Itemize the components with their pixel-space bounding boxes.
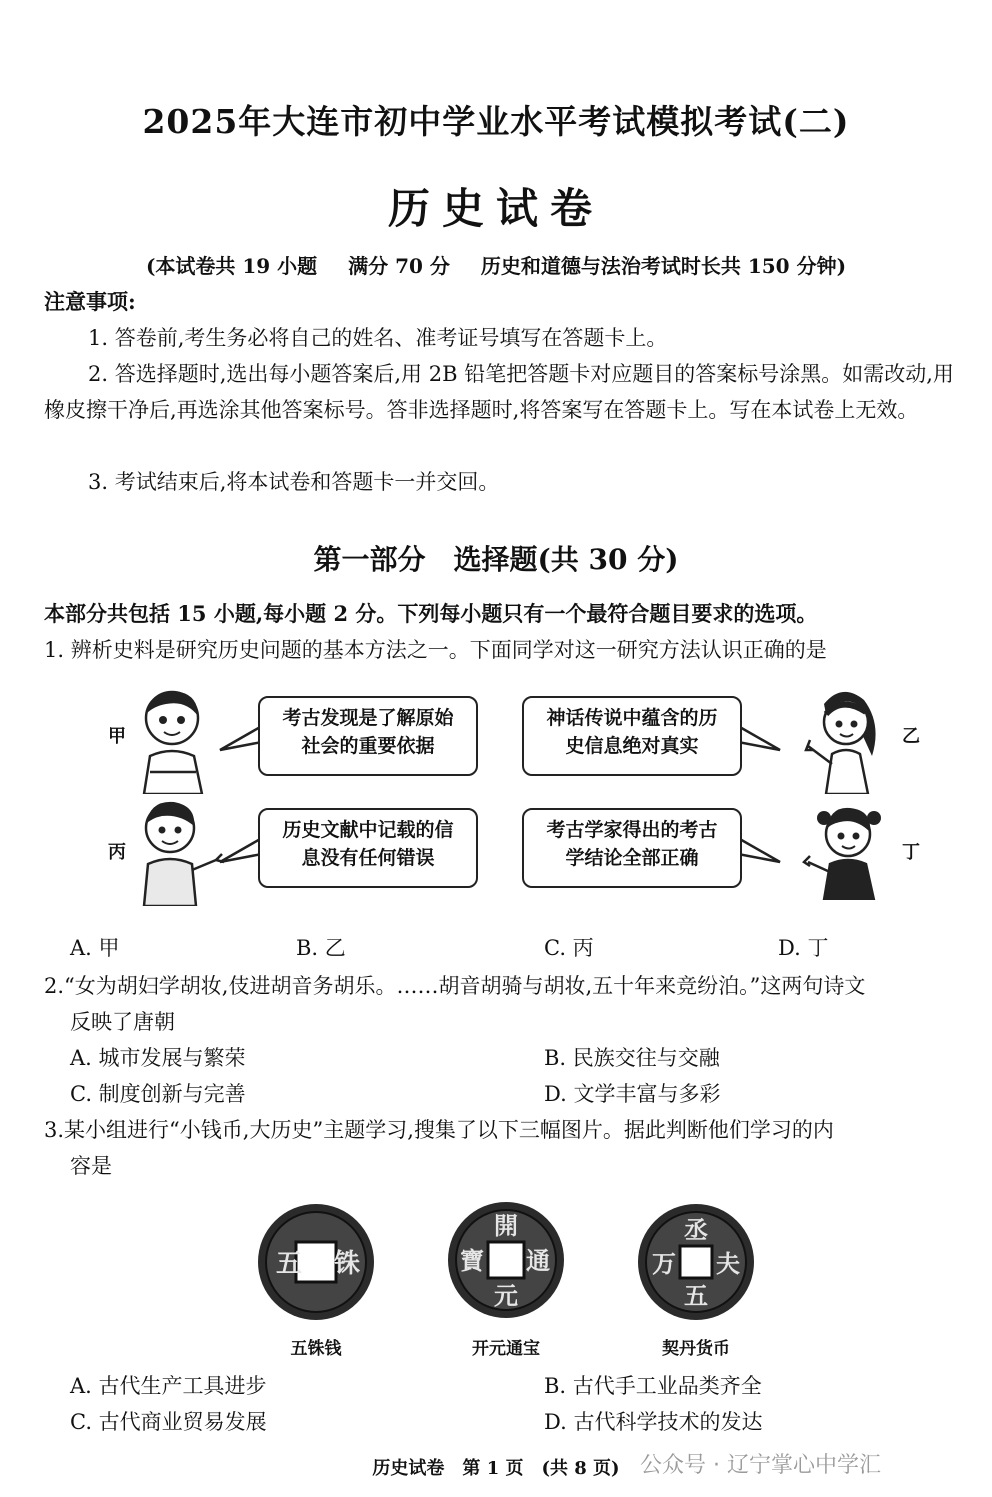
student-jia-figure bbox=[136, 686, 210, 794]
coin-kaiyuan-image bbox=[444, 1198, 568, 1322]
coin-caption-kaiyuan: 开元通宝 bbox=[472, 1339, 540, 1359]
question-1-stem: 1. 辨析史料是研究历史问题的基本方法之一。下面同学对这一研究方法认识正确的是 bbox=[44, 638, 827, 662]
exam-title: 2025年大连市初中学业水平考试模拟考试(二) bbox=[142, 102, 850, 141]
q2-option-d[interactable]: D. 文学丰富与多彩 bbox=[544, 1082, 721, 1106]
exam-info bbox=[0, 250, 992, 279]
speech-bubble-bing: 历史文献中记载的信息没有任何错误 bbox=[258, 808, 478, 888]
coin-kaiyuan-char-left: 寶 bbox=[460, 1246, 484, 1275]
speech-bubble-ding: 考古学家得出的考古学结论全部正确 bbox=[522, 808, 742, 888]
student-yi-figure bbox=[802, 684, 892, 794]
exam-info-duration: 历史和道德与法治考试时长共 150 分钟) bbox=[480, 254, 847, 278]
q2-option-a[interactable]: A. 城市发展与繁荣 bbox=[70, 1046, 246, 1070]
section-title: 第一部分 选择题(共 30 分) bbox=[313, 543, 679, 576]
question-3-stem-line1: 某小组进行“小钱币,大历史”主题学习,搜集了以下三幅图片。据此判断他们学习的内 bbox=[64, 1118, 834, 1142]
wechat-watermark: 公众号 · 辽宁掌心中学汇 bbox=[640, 1453, 881, 1478]
note-item-3: 3. 考试结束后,将本试卷和答题卡一并交回。 bbox=[88, 470, 500, 494]
coin-wuzhu-char-2: 铢 bbox=[334, 1249, 361, 1279]
q3-option-c[interactable]: C. 古代商业贸易发展 bbox=[70, 1410, 267, 1434]
coin-qidan-char-top: 丞 bbox=[684, 1215, 708, 1244]
q1-option-c[interactable]: C. 丙 bbox=[544, 936, 594, 960]
question-3-stem-line2: 容是 bbox=[70, 1154, 112, 1178]
bubble-tail-ding bbox=[736, 832, 782, 872]
coin-qidan-char-left: 万 bbox=[652, 1249, 676, 1278]
student-ding-figure bbox=[800, 800, 892, 900]
exam-info-score: 满分 70 分 bbox=[348, 254, 450, 278]
q3-option-b[interactable]: B. 古代手工业品类齐全 bbox=[544, 1374, 762, 1398]
q3-option-a[interactable]: A. 古代生产工具进步 bbox=[70, 1374, 267, 1398]
note-item-1: 1. 答卷前,考生务必将自己的姓名、准考证号填写在答题卡上。 bbox=[88, 326, 668, 350]
page-footer: 历史试卷 第 1 页 (共 8 页) bbox=[372, 1458, 620, 1479]
paper-subtitle: 历史试卷 bbox=[387, 184, 604, 233]
coin-caption-wuzhu: 五铢钱 bbox=[290, 1339, 342, 1359]
speech-bubble-yi: 神话传说中蕴含的历史信息绝对真实 bbox=[522, 696, 742, 776]
q1-option-d[interactable]: D. 丁 bbox=[778, 936, 829, 960]
q1-option-b[interactable]: B. 乙 bbox=[296, 936, 346, 960]
coin-qidan-image bbox=[634, 1200, 758, 1324]
speech-bubble-jia: 考古发现是了解原始社会的重要依据 bbox=[258, 696, 478, 776]
coin-kaiyuan-char-top: 開 bbox=[494, 1211, 518, 1240]
bubble-tail-yi bbox=[736, 720, 782, 760]
q2-option-c[interactable]: C. 制度创新与完善 bbox=[70, 1082, 246, 1106]
question-2 bbox=[44, 968, 956, 1040]
question-3-number: 3. bbox=[44, 1118, 65, 1142]
coin-kaiyuan-char-right: 通 bbox=[526, 1246, 550, 1275]
question-2-stem-line1: “女为胡妇学胡妆,伎进胡音务胡乐。……胡音胡骑与胡妆,五十年来竞纷泊。”这两句诗文 bbox=[64, 974, 866, 998]
question-2-stem-line2: 反映了唐朝 bbox=[70, 1010, 175, 1034]
notes-heading: 注意事项: bbox=[44, 289, 136, 314]
coin-qidan-char-right: 夫 bbox=[716, 1249, 740, 1278]
coin-kaiyuan-char-bottom: 元 bbox=[494, 1281, 518, 1310]
section-intro: 本部分共包括 15 小题,每小题 2 分。下列每小题只有一个最符合题目要求的选项。 bbox=[44, 601, 818, 626]
person-label-jia: 甲 bbox=[108, 726, 126, 747]
q2-option-b[interactable]: B. 民族交往与交融 bbox=[544, 1046, 720, 1070]
coin-caption-qidan: 契丹货币 bbox=[662, 1339, 730, 1359]
question-3 bbox=[44, 1112, 956, 1184]
question-2-number: 2. bbox=[44, 974, 65, 998]
note-item-2: 2. 答选择题时,选出每小题答案后,用 2B 铅笔把答题卡对应题目的答案标号涂黑。如需改动,用橡皮擦干净后,再选涂其他答案标号。答非选择题时,将答案写在答题卡上。写在本试卷上无效。 bbox=[44, 362, 954, 422]
person-label-ding: 丁 bbox=[902, 842, 920, 863]
person-label-yi: 乙 bbox=[902, 726, 920, 747]
person-label-bing: 丙 bbox=[108, 842, 126, 863]
coin-wuzhu-image bbox=[254, 1200, 378, 1324]
exam-info-questions: (本试卷共 19 小题 bbox=[145, 254, 318, 278]
coin-qidan-char-bottom: 五 bbox=[684, 1281, 708, 1310]
coin-wuzhu-char-1: 五 bbox=[276, 1249, 303, 1279]
question-1-illustration bbox=[100, 680, 920, 910]
student-bing-figure bbox=[136, 798, 226, 906]
q3-option-d[interactable]: D. 古代科学技术的发达 bbox=[544, 1410, 763, 1434]
q1-option-a[interactable]: A. 甲 bbox=[70, 936, 120, 960]
